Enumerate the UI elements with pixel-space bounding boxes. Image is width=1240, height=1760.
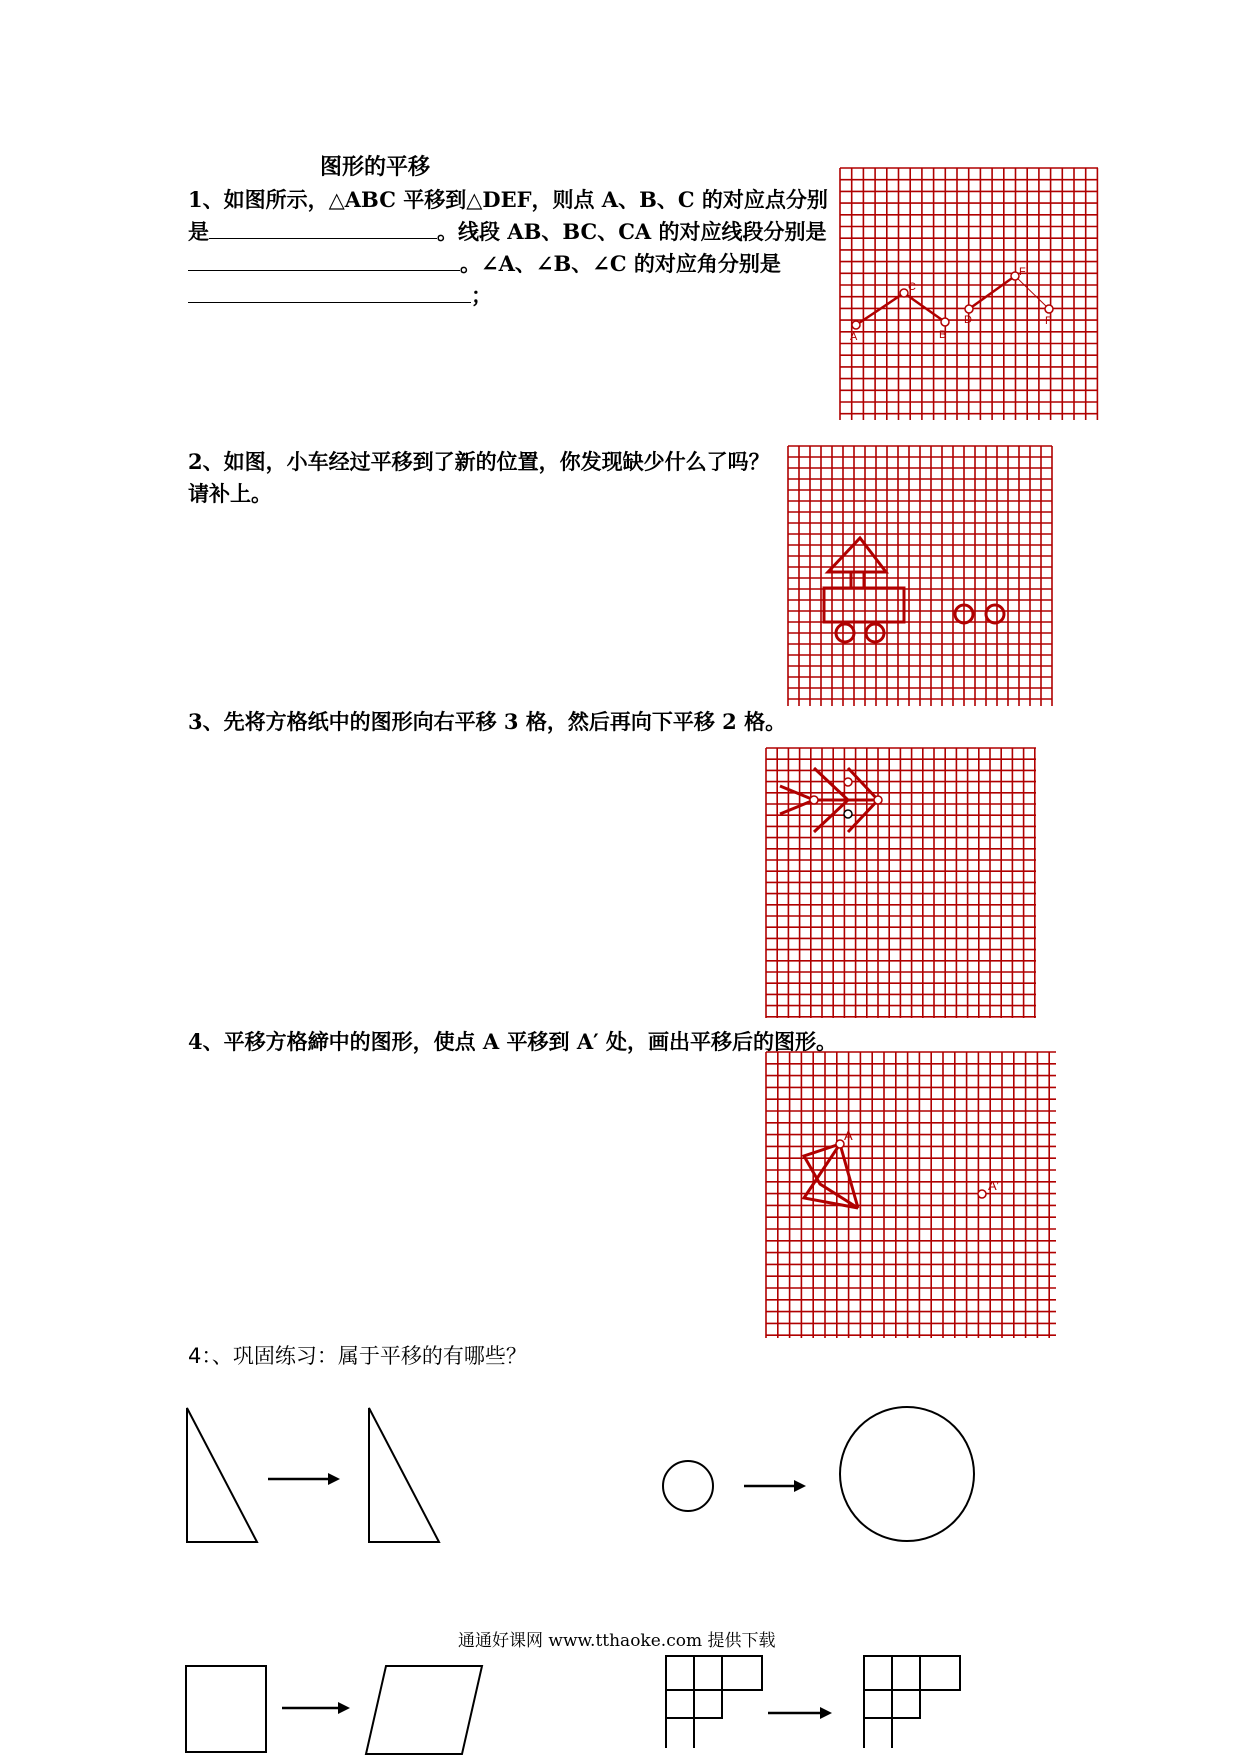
fish-figure [780, 768, 878, 832]
label-b: B [939, 329, 947, 341]
q2-line2: 请补上。 [188, 481, 272, 506]
moved-wheel-right [986, 605, 1004, 623]
grid-q3-lines [766, 748, 1036, 1018]
label-d: D [964, 314, 972, 326]
circle-small [663, 1461, 713, 1511]
q5-line1: 4：、巩固练习：属于平移的有哪些？ [188, 1344, 527, 1368]
triangle-q4 [804, 1144, 858, 1208]
answer-blank-segments[interactable] [188, 248, 460, 271]
fish-point-4 [844, 810, 852, 818]
point-d [965, 305, 973, 313]
q2-line1: 2、如图，小车经过平移到了新的位置，你发现缺少什么了吗？ [188, 449, 770, 474]
point-e [1011, 272, 1019, 280]
label-a-q4: A [844, 1128, 853, 1143]
triangle-original [187, 1408, 257, 1542]
q1-line4 [188, 280, 492, 312]
grid-q1-lines [840, 168, 1098, 420]
triangle-translated [369, 1408, 439, 1542]
label-c: C [908, 281, 916, 293]
exercise-shapes-row2 [180, 1660, 500, 1760]
grid-q4-lines [766, 1052, 1056, 1338]
square-original [186, 1666, 266, 1752]
q1-line2 [188, 216, 827, 248]
arrow-1-head [328, 1473, 340, 1485]
arrow-3-head [338, 1702, 350, 1714]
staircase-original [666, 1656, 762, 1748]
fish-point-3 [874, 796, 882, 804]
q1-line1: 1、如图所示，△ABC 平移到△DEF，则点 A、B、C 的对应点分别 [188, 187, 828, 212]
grid-q2-lines [788, 446, 1052, 706]
grid-q4 [766, 1052, 1056, 1338]
grid-q2 [788, 446, 1052, 706]
fish-point-1 [810, 796, 818, 804]
exercise-triangles [180, 1400, 440, 1550]
point-a-prime [978, 1190, 986, 1198]
arrow-2-head [794, 1480, 806, 1492]
footer-text: 通通好课网 www.tthaoke.com 提供下载 [458, 1631, 776, 1651]
staircase-translated [864, 1656, 960, 1748]
grid-q3 [766, 748, 1036, 1018]
answer-blank-points[interactable] [209, 216, 437, 239]
parallelogram [366, 1666, 482, 1754]
q1-line2-post: 。线段 AB、BC、CA 的对应线段分别是 [437, 219, 827, 244]
label-a-prime: A′ [988, 1178, 1000, 1193]
fish-point-2 [844, 778, 852, 786]
point-a [852, 321, 860, 329]
exercise-circles [660, 1400, 980, 1560]
arrow-4-head [820, 1707, 832, 1719]
q1-line4-post: ； [471, 283, 492, 308]
answer-blank-angles[interactable] [188, 280, 471, 303]
point-c [900, 289, 908, 297]
point-f [1045, 305, 1053, 313]
label-a: A [850, 331, 858, 343]
point-a-q4 [836, 1140, 844, 1148]
q3-line1: 3、先将方格纸中的图形向右平移 3 格，然后再向下平移 2 格。 [188, 709, 787, 734]
label-f: F [1045, 315, 1052, 327]
q1-line2-pre: 是 [188, 219, 209, 244]
point-b [941, 318, 949, 326]
q4-line1: 4、平移方格締中的图形，使点 A 平移到 A′ 处，画出平移后的图形。 [188, 1029, 837, 1054]
grid-q1 [840, 168, 1098, 420]
q1-line3 [188, 248, 781, 280]
exercise-staircase [660, 1654, 990, 1748]
car-body [824, 588, 904, 622]
circle-large [840, 1407, 974, 1541]
page-title: 图形的平移 [320, 154, 431, 180]
q1-line3-post: 。∠A、∠B、∠C 的对应角分别是 [460, 251, 781, 276]
label-e: F [1019, 266, 1026, 278]
